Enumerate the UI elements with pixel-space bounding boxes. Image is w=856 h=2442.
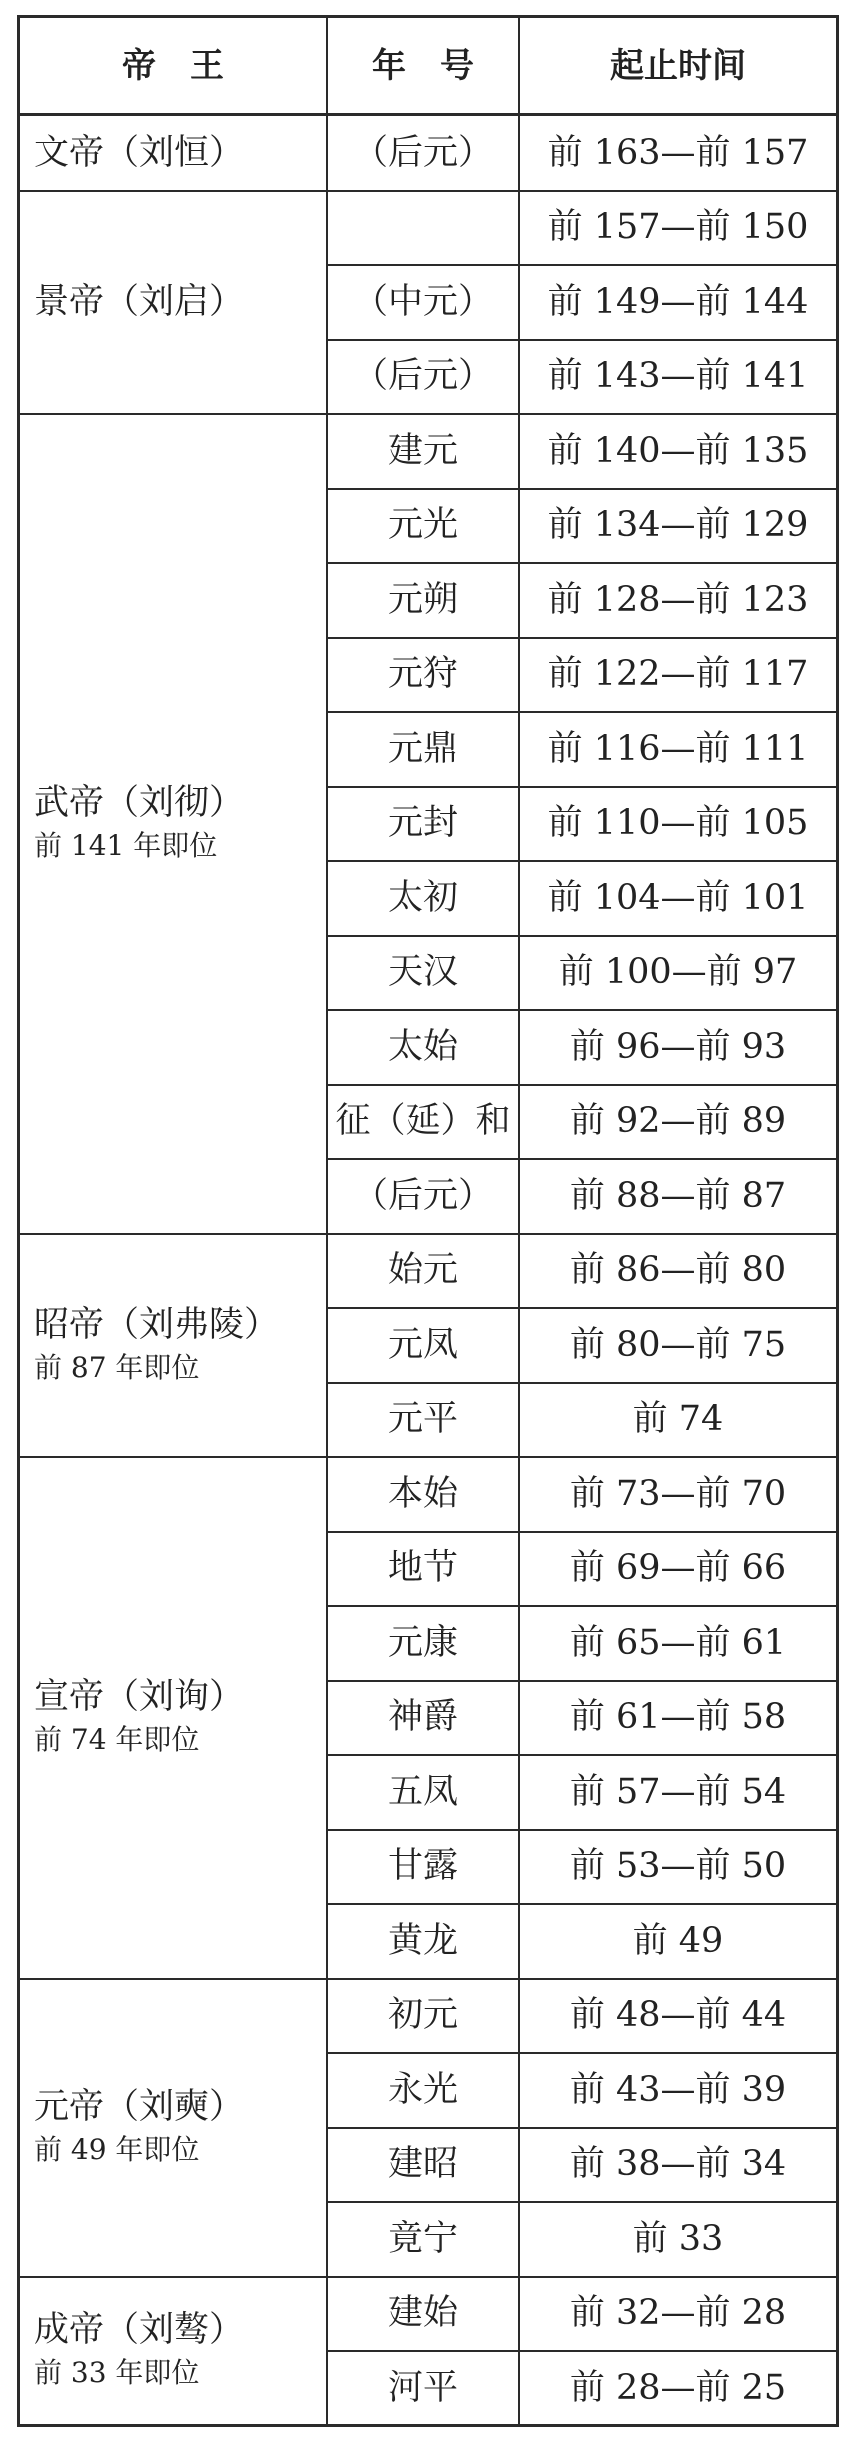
period-cell: 前 143—前 141: [547, 356, 809, 397]
emperor-name: 昭帝（刘弗陵）: [34, 1304, 280, 1345]
period-cell: 前 65—前 61: [569, 1622, 787, 1663]
row-divider: [328, 711, 836, 713]
accession-note: 前 87 年即位: [34, 1350, 200, 1384]
row-divider: [328, 2201, 836, 2203]
period-cell: 前 61—前 58: [569, 1697, 787, 1738]
emperor-cell: [20, 2277, 326, 2426]
row-divider: [328, 935, 836, 937]
row-divider: [328, 786, 836, 788]
era-cell: 河平: [387, 2367, 458, 2408]
period-cell: 前 92—前 89: [569, 1101, 787, 1142]
era-cell: 地节: [387, 1548, 458, 1589]
row-divider: [328, 2127, 836, 2129]
era-cell: 元康: [387, 1622, 458, 1663]
emperor-cell: [20, 1234, 326, 1458]
row-divider: [328, 1158, 836, 1160]
period-cell: 前 163—前 157: [547, 132, 809, 173]
header-emperor: 帝 王: [122, 45, 224, 86]
header-era: 年 号: [372, 45, 474, 86]
emperor-name: 成帝（刘骜）: [34, 2310, 245, 2351]
row-divider: [328, 1903, 836, 1905]
row-divider: [328, 860, 836, 862]
period-cell: 前 96—前 93: [569, 1026, 787, 1067]
row-divider: [328, 1531, 836, 1533]
period-cell: 前 134—前 129: [547, 505, 809, 546]
era-cell: 初元: [387, 1995, 458, 2036]
era-cell: 元狩: [387, 654, 458, 695]
period-cell: 前 48—前 44: [569, 1995, 787, 2036]
accession-note: 前 74 年即位: [34, 1723, 200, 1757]
era-cell: 征（延）和: [335, 1101, 511, 1142]
era-cell: （中元）: [352, 281, 493, 322]
emperor-cell: [20, 191, 326, 415]
era-cell: 太始: [387, 1026, 458, 1067]
period-cell: 前 32—前 28: [569, 2293, 787, 2334]
era-cell: 神爵: [387, 1697, 458, 1738]
era-cell: 建元: [387, 430, 458, 471]
row-divider: [328, 1829, 836, 1831]
period-cell: 前 122—前 117: [547, 654, 809, 695]
accession-note: 前 33 年即位: [34, 2356, 200, 2390]
period-cell: 前 33: [632, 2218, 724, 2259]
period-cell: 前 57—前 54: [569, 1771, 787, 1812]
header-period: 起止时间: [610, 45, 746, 86]
row-divider: [328, 1680, 836, 1682]
emperor-name: 宣帝（刘询）: [34, 1677, 245, 1718]
era-cell: 元平: [387, 1399, 458, 1440]
emperor-cell: [20, 1979, 326, 2277]
period-cell: 前 110—前 105: [547, 803, 809, 844]
era-cell: 甘露: [387, 1846, 458, 1887]
period-cell: 前 140—前 135: [547, 430, 809, 471]
era-cell: [328, 191, 518, 266]
column-divider: [518, 18, 520, 2424]
row-divider: [328, 562, 836, 564]
era-cell: 竟宁: [387, 2218, 458, 2259]
reign-table: [17, 15, 839, 2427]
period-cell: 前 157—前 150: [547, 207, 809, 248]
row-divider: [328, 1307, 836, 1309]
era-cell: 黄龙: [387, 1920, 458, 1961]
period-cell: 前 38—前 34: [569, 2144, 787, 2185]
accession-note: 前 49 年即位: [34, 2132, 200, 2166]
era-cell: （后元）: [352, 1175, 493, 1216]
period-cell: 前 49: [632, 1920, 724, 1961]
period-cell: 前 116—前 111: [547, 728, 809, 769]
row-divider: [328, 1754, 836, 1756]
table-header: [20, 18, 836, 116]
era-cell: 建昭: [387, 2144, 458, 2185]
period-cell: 前 128—前 123: [547, 579, 809, 620]
period-cell: 前 73—前 70: [569, 1473, 787, 1514]
era-cell: （后元）: [352, 356, 493, 397]
row-divider: [328, 488, 836, 490]
period-cell: 前 53—前 50: [569, 1846, 787, 1887]
emperor-name: 武帝（刘彻）: [34, 783, 245, 824]
period-cell: 前 100—前 97: [558, 952, 798, 993]
row-divider: [328, 2052, 836, 2054]
period-cell: 前 43—前 39: [569, 2069, 787, 2110]
era-cell: 本始: [387, 1473, 458, 1514]
emperor-name: 元帝（刘奭）: [34, 2086, 245, 2127]
emperor-cell: [20, 1457, 326, 1979]
emperor-cell: [20, 414, 326, 1234]
emperor-name: 文帝（刘恒）: [34, 133, 245, 174]
era-cell: 元凤: [387, 1324, 458, 1365]
period-cell: 前 69—前 66: [569, 1548, 787, 1589]
row-divider: [328, 1382, 836, 1384]
period-cell: 前 74: [632, 1399, 724, 1440]
period-cell: 前 86—前 80: [569, 1250, 787, 1291]
row-divider: [328, 264, 836, 266]
era-cell: 元封: [387, 803, 458, 844]
period-cell: 前 149—前 144: [547, 281, 809, 322]
era-cell: （后元）: [352, 132, 493, 173]
era-cell: 元鼎: [387, 728, 458, 769]
era-cell: 天汉: [387, 952, 458, 993]
era-cell: 元光: [387, 505, 458, 546]
period-cell: 前 88—前 87: [569, 1175, 787, 1216]
era-cell: 元朔: [387, 579, 458, 620]
period-cell: 前 80—前 75: [569, 1324, 787, 1365]
emperor-name: 景帝（刘启）: [34, 282, 245, 323]
era-cell: 太初: [387, 877, 458, 918]
row-divider: [328, 2350, 836, 2352]
period-cell: 前 28—前 25: [569, 2367, 787, 2408]
era-cell: 永光: [387, 2069, 458, 2110]
row-divider: [328, 637, 836, 639]
row-divider: [328, 1605, 836, 1607]
accession-note: 前 141 年即位: [34, 829, 218, 863]
era-cell: 建始: [387, 2293, 458, 2334]
row-divider: [328, 1084, 836, 1086]
era-cell: 始元: [387, 1250, 458, 1291]
period-cell: 前 104—前 101: [547, 877, 809, 918]
era-cell: 五凤: [387, 1771, 458, 1812]
row-divider: [328, 1009, 836, 1011]
emperor-cell: [20, 116, 326, 191]
column-divider: [326, 18, 328, 2424]
row-divider: [328, 339, 836, 341]
